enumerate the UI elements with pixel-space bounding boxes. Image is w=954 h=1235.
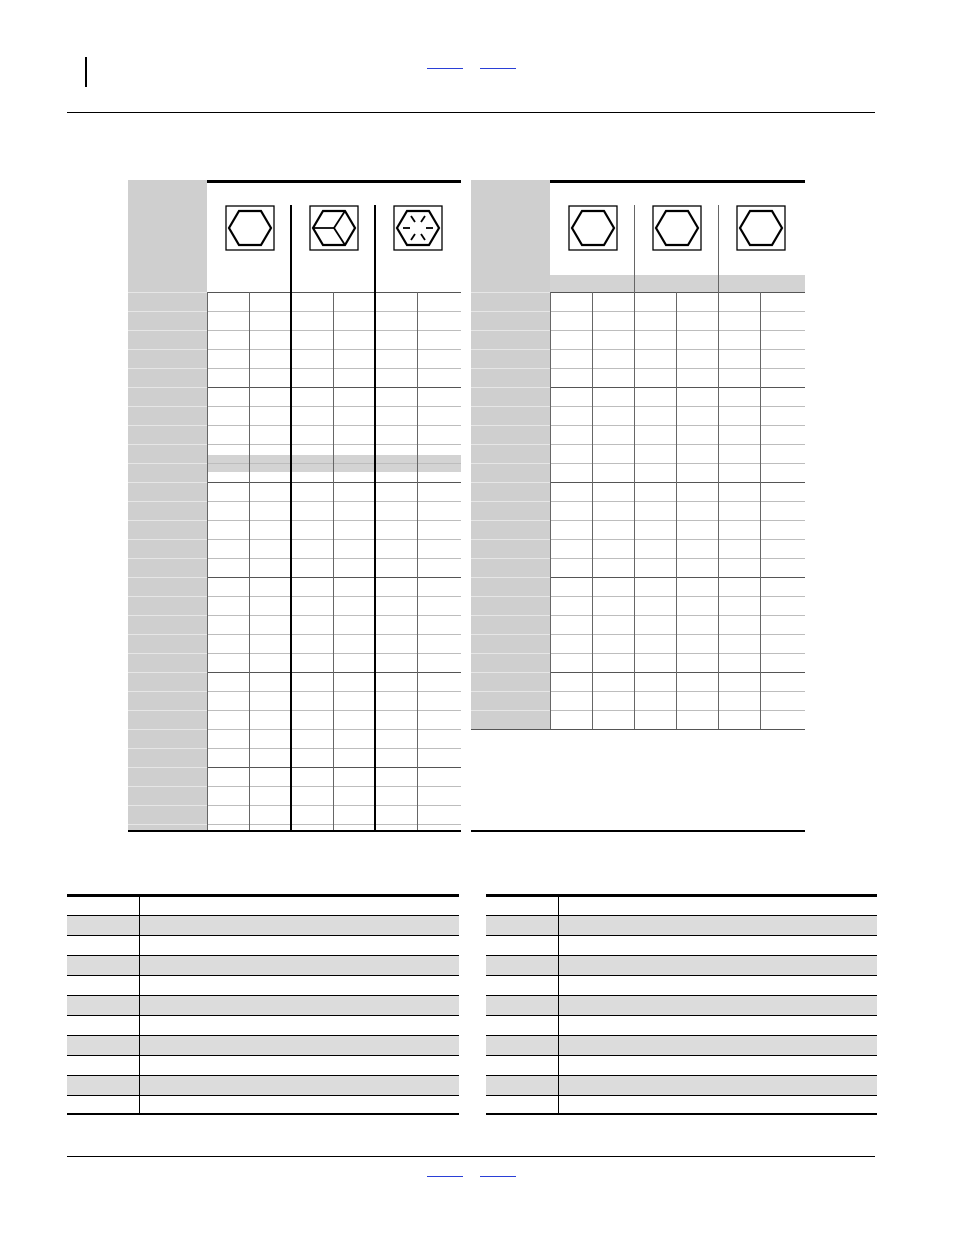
table-row <box>550 672 805 673</box>
table-row <box>550 463 805 464</box>
size-label-cell <box>128 615 207 616</box>
size-label-cell <box>128 577 207 578</box>
size-label-cell <box>128 501 207 502</box>
bottom-table-left <box>67 894 459 1121</box>
size-label-cell <box>128 349 207 350</box>
size-label-cell <box>128 482 207 483</box>
size-label-cell <box>128 767 207 768</box>
size-label-cell <box>128 729 207 730</box>
table-row <box>550 425 805 426</box>
table-row <box>207 482 461 483</box>
footer-next-link[interactable] <box>480 1176 516 1177</box>
size-label-cell <box>128 368 207 369</box>
table-row <box>550 634 805 635</box>
table-row <box>207 501 461 502</box>
size-label-cell <box>471 292 550 293</box>
table-row <box>486 975 877 996</box>
hex-bolt-three-line-icon <box>309 205 359 251</box>
table-row <box>207 615 461 616</box>
table-row <box>207 748 461 749</box>
size-label-cell <box>128 463 207 464</box>
size-label-cell <box>471 539 550 540</box>
footer-prev-link[interactable] <box>427 1176 463 1177</box>
header-next-link[interactable] <box>480 68 516 69</box>
table-row <box>207 577 461 578</box>
table-row <box>550 691 805 692</box>
table-row <box>67 1055 459 1076</box>
column-divider <box>139 894 140 1115</box>
size-label-cell <box>471 710 550 711</box>
table-row <box>550 653 805 654</box>
table-row <box>207 330 461 331</box>
table-row <box>550 330 805 331</box>
size-label-cell <box>471 653 550 654</box>
size-label-cell <box>471 368 550 369</box>
table-row <box>207 672 461 673</box>
size-label-cell <box>128 748 207 749</box>
hex-bolt-metric-8-8-icon <box>568 205 618 251</box>
table-row <box>207 387 461 388</box>
size-label-cell <box>471 406 550 407</box>
table-row <box>207 311 461 312</box>
table-row <box>207 653 461 654</box>
table-row <box>207 729 461 730</box>
size-label-cell <box>471 520 550 521</box>
size-label-cell <box>128 444 207 445</box>
table-top-rule <box>486 894 877 897</box>
table-row <box>550 349 805 350</box>
label-column-divider <box>550 292 551 729</box>
size-label-cell <box>128 330 207 331</box>
table-row <box>550 368 805 369</box>
table-row <box>486 915 877 936</box>
grade-group-divider <box>718 205 719 729</box>
size-label-column <box>128 180 207 830</box>
table-row <box>550 615 805 616</box>
table-bottom-rule <box>67 1113 459 1115</box>
table-row <box>67 995 459 1016</box>
table-row <box>550 596 805 597</box>
table-row <box>486 1075 877 1096</box>
size-label-cell <box>128 311 207 312</box>
header-prev-link[interactable] <box>427 68 463 69</box>
table-row <box>67 1075 459 1096</box>
table-row <box>550 577 805 578</box>
grade-group-divider <box>634 205 635 729</box>
size-label-cell <box>128 520 207 521</box>
size-label-cell <box>471 482 550 483</box>
size-label-cell <box>471 463 550 464</box>
table-row <box>207 463 461 464</box>
table-row <box>207 824 461 825</box>
size-label-cell <box>471 349 550 350</box>
table-row <box>207 767 461 768</box>
dry-lube-divider <box>333 292 334 830</box>
size-label-cell <box>471 615 550 616</box>
size-label-cell <box>128 653 207 654</box>
table-row <box>67 1035 459 1056</box>
header-margin-marker <box>85 57 87 87</box>
size-label-cell <box>471 444 550 445</box>
size-label-cell <box>128 292 207 293</box>
table-top-rule <box>67 894 459 897</box>
dry-lube-divider <box>760 292 761 729</box>
table-row <box>550 482 805 483</box>
size-label-cell <box>471 691 550 692</box>
size-label-cell <box>128 691 207 692</box>
size-label-cell <box>471 634 550 635</box>
table-end-rule <box>471 729 805 730</box>
size-label-cell <box>128 672 207 673</box>
table-row <box>207 292 461 293</box>
table-bottom-rule <box>486 1113 877 1115</box>
size-label-cell <box>128 710 207 711</box>
table-row <box>67 975 459 996</box>
grade-group-divider <box>290 205 292 830</box>
table-row <box>207 786 461 787</box>
table-row <box>207 558 461 559</box>
table-row <box>207 710 461 711</box>
table-row <box>207 444 461 445</box>
table-row <box>550 444 805 445</box>
chart-bottom-rule <box>471 830 805 832</box>
table-row <box>550 311 805 312</box>
table-row <box>67 915 459 936</box>
label-column-divider <box>207 292 208 830</box>
table-row <box>207 634 461 635</box>
table-row <box>207 596 461 597</box>
size-label-cell <box>128 824 207 825</box>
bottom-table-right <box>486 894 877 1121</box>
table-row <box>486 1035 877 1056</box>
table-row <box>550 558 805 559</box>
table-row <box>486 935 877 956</box>
footer-rule <box>67 1156 875 1157</box>
size-label-cell <box>128 539 207 540</box>
size-label-cell <box>471 501 550 502</box>
hex-bolt-six-line-icon <box>393 205 443 251</box>
table-row <box>486 995 877 1016</box>
hex-bolt-metric-12-9-icon <box>736 205 786 251</box>
table-row <box>207 349 461 350</box>
grade-subheader-band <box>550 275 805 292</box>
size-label-cell <box>128 558 207 559</box>
torque-table-left <box>128 180 461 832</box>
table-row <box>550 539 805 540</box>
dry-lube-divider <box>249 292 250 830</box>
header-rule <box>67 112 875 113</box>
table-row <box>207 539 461 540</box>
table-row <box>486 955 877 976</box>
table-row <box>207 691 461 692</box>
size-label-cell <box>128 634 207 635</box>
table-row <box>486 1055 877 1076</box>
hex-bolt-plain-icon <box>225 205 275 251</box>
torque-table-right <box>471 180 805 832</box>
size-label-cell <box>471 425 550 426</box>
table-row <box>207 368 461 369</box>
dry-lube-divider <box>676 292 677 729</box>
size-label-cell <box>471 330 550 331</box>
table-row <box>550 520 805 521</box>
size-label-cell <box>471 672 550 673</box>
column-divider <box>558 894 559 1115</box>
table-row <box>486 1015 877 1036</box>
table-row <box>207 805 461 806</box>
size-label-cell <box>128 596 207 597</box>
table-row <box>67 935 459 956</box>
size-label-cell <box>128 805 207 806</box>
table-row <box>550 387 805 388</box>
table-row <box>550 292 805 293</box>
table-row <box>550 501 805 502</box>
size-label-cell <box>128 786 207 787</box>
size-label-cell <box>471 387 550 388</box>
table-row <box>67 955 459 976</box>
size-label-cell <box>471 577 550 578</box>
grade-group-divider <box>374 205 376 830</box>
table-row <box>550 710 805 711</box>
size-label-cell <box>128 387 207 388</box>
hex-bolt-metric-10-9-icon <box>652 205 702 251</box>
size-label-cell <box>128 425 207 426</box>
size-label-cell <box>128 406 207 407</box>
size-label-cell <box>471 311 550 312</box>
table-row <box>67 1015 459 1036</box>
dry-lube-divider <box>417 292 418 830</box>
table-row <box>550 406 805 407</box>
table-row <box>207 406 461 407</box>
dry-lube-divider <box>592 292 593 729</box>
table-row <box>207 425 461 426</box>
size-label-cell <box>471 558 550 559</box>
size-label-column <box>471 180 550 729</box>
size-label-cell <box>471 596 550 597</box>
table-row <box>207 520 461 521</box>
table-bottom-rule <box>128 830 461 832</box>
